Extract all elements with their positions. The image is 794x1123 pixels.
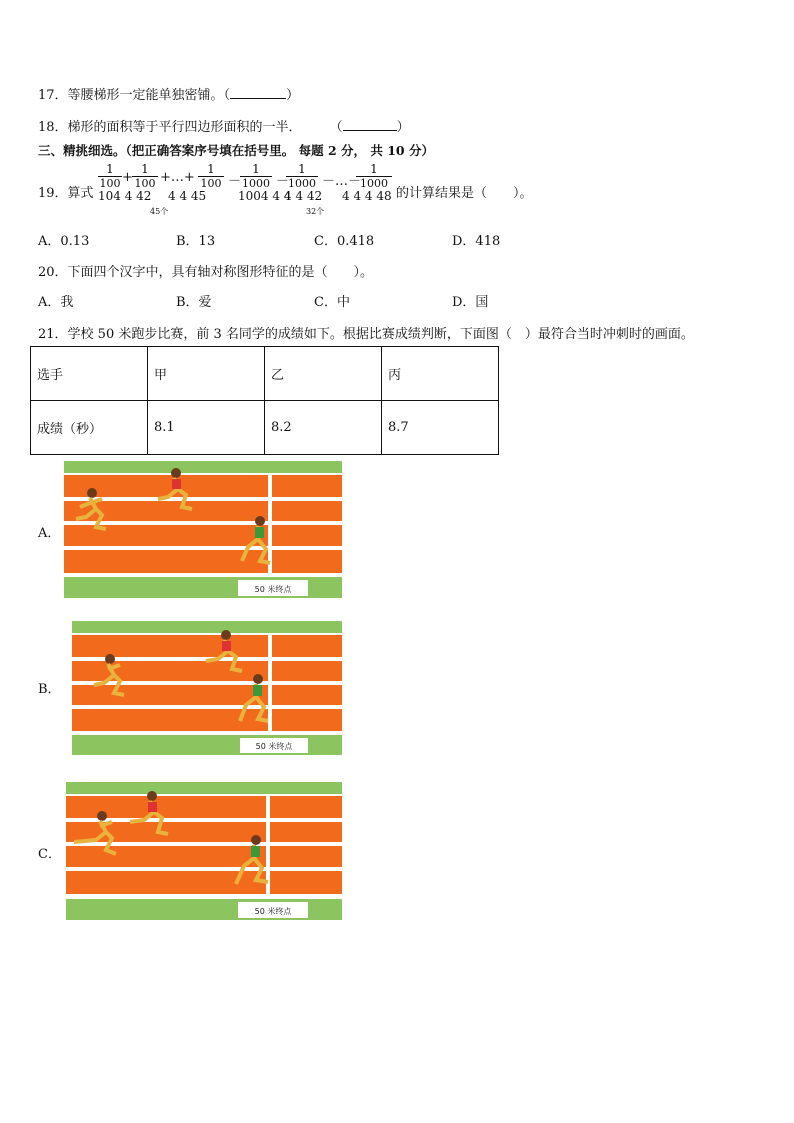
track-picture-c[interactable] <box>66 782 342 920</box>
q18-paren-close: ） <box>396 120 410 135</box>
q17-paren-close: ） <box>286 88 300 103</box>
table-cell: 8.1 <box>148 401 265 455</box>
table-header-cell: 丙 <box>382 347 499 401</box>
q17-number: 17． <box>38 88 68 103</box>
table-cell: 8.2 <box>265 401 382 455</box>
q19-brace-note-32: 32个 <box>306 207 325 216</box>
finish-label-b: 50 米终点 <box>255 742 293 751</box>
table-cell: 成绩（秒） <box>31 401 148 455</box>
q19-fraction-3 <box>198 162 224 191</box>
q19-op-3: － <box>228 174 242 189</box>
q19-lead: 算式 <box>67 186 94 201</box>
q19-den-digits-4: 1004 4 4 <box>238 189 292 203</box>
q19-option-d[interactable]: D．418 <box>452 234 501 249</box>
question-17 <box>38 84 299 103</box>
q18-text: 梯形的面积等于平行四边形面积的一半． <box>67 120 302 135</box>
q17-answer-blank[interactable] <box>230 98 286 99</box>
finish-label-a: 50 米终点 <box>254 585 292 594</box>
q19-op-2: +…+ <box>160 170 195 185</box>
q17-text: 等腰梯形一定能单独密铺。 <box>67 88 224 103</box>
q19-op-1: + <box>122 170 133 185</box>
q20-option-a[interactable]: A．我 <box>38 295 74 310</box>
q19-den-digits-3: 4 4 45 <box>168 189 207 203</box>
q19-fraction-5-den: 1000 <box>288 177 316 190</box>
q19-brace-note-45: 45个 <box>150 207 169 216</box>
q19-fraction-2 <box>132 162 158 191</box>
q19-fraction-1-den: 100 <box>99 177 121 190</box>
table-header-cell: 选手 <box>31 347 148 401</box>
q19-fraction-5 <box>286 162 318 191</box>
q19-fraction-3-den: 100 <box>200 177 222 190</box>
track-picture-b[interactable] <box>72 621 342 755</box>
q19-fraction-1-num: 1 <box>98 162 122 177</box>
q19-number-lead <box>38 182 94 201</box>
q20-option-d[interactable]: D．国 <box>452 295 489 310</box>
q20-option-c[interactable]: C．中 <box>314 295 350 310</box>
q19-option-c[interactable]: C．0.418 <box>314 234 375 249</box>
question-21: 21．学校 50 米跑步比赛，前 3 名同学的成绩如下。根据比赛成绩判断，下面图（ ）最符合当时冲刺时的画面。 <box>38 327 694 342</box>
q17-paren-open: （ <box>223 88 231 103</box>
finish-label-c: 50 米终点 <box>254 907 292 916</box>
q21-choice-c-label[interactable]: C． <box>38 847 61 862</box>
q19-tail: 的计算结果是（ ）。 <box>396 186 533 201</box>
q19-number: 19． <box>38 186 68 201</box>
table-row <box>31 347 499 401</box>
q20-option-b[interactable]: B．爱 <box>176 295 212 310</box>
q19-option-a[interactable]: A．0.13 <box>38 234 90 249</box>
q19-fraction-2-num: 1 <box>132 162 158 177</box>
q19-fraction-6-num: 1 <box>356 162 392 177</box>
table-header-cell: 甲 <box>148 347 265 401</box>
q21-choice-a-label[interactable]: A． <box>38 526 61 541</box>
q19-option-b[interactable]: B．13 <box>176 234 216 249</box>
question-20: 20．下面四个汉字中，具有轴对称图形特征的是（ ）。 <box>38 265 374 280</box>
q18-paren-open: （ <box>329 120 343 135</box>
q19-den-digits-5: 4 4 42 <box>284 189 323 203</box>
q19-fraction-2-den: 100 <box>134 177 156 190</box>
q19-fraction-4-num: 1 <box>240 162 272 177</box>
score-table <box>30 346 499 455</box>
q19-fraction-1 <box>98 162 122 191</box>
q18-answer-blank[interactable] <box>343 130 397 131</box>
q19-fraction-4 <box>240 162 272 191</box>
q19-fraction-6 <box>356 162 392 191</box>
q21-choice-b-label[interactable]: B． <box>38 682 61 697</box>
track-picture-a[interactable] <box>64 461 342 598</box>
q19-fraction-4-den: 1000 <box>242 177 270 190</box>
q19-fraction-5-num: 1 <box>286 162 318 177</box>
q19-fraction-6-den: 1000 <box>360 177 388 190</box>
question-18 <box>38 116 410 135</box>
q19-op-4: － <box>276 174 290 189</box>
q18-number: 18． <box>38 120 68 135</box>
q19-fraction-3-num: 1 <box>198 162 224 177</box>
q19-den-digits-1: 104 4 42 <box>98 189 152 203</box>
q19-op-5: －…－ <box>322 174 362 189</box>
table-row <box>31 401 499 455</box>
table-header-cell: 乙 <box>265 347 382 401</box>
table-cell: 8.7 <box>382 401 499 455</box>
section-3-heading: 三、精挑细选。（把正确答案序号填在括号里。 每题 2 分， 共 10 分） <box>38 143 434 158</box>
q19-den-digits-6: 4 4 4 48 <box>342 189 392 203</box>
